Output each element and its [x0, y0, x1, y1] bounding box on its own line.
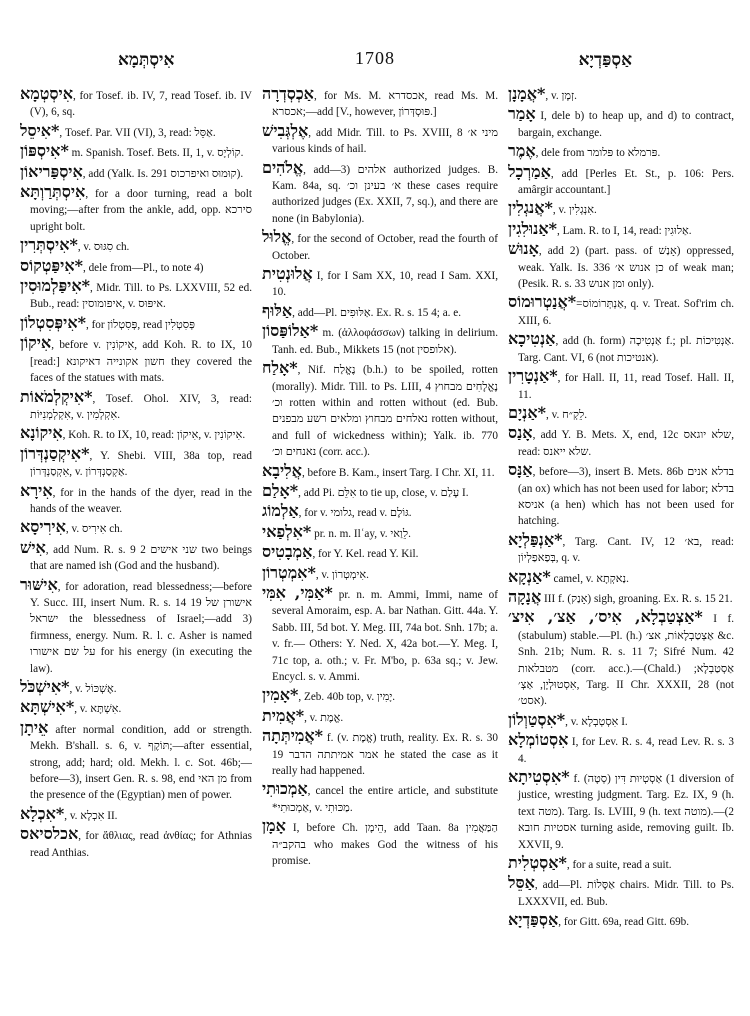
entry-headword: *אֲמִיתְּתָה — [262, 726, 324, 746]
entry-text: , v. אִסְטְבְלָא I. — [565, 715, 628, 728]
entry-headword: אָנוּשׁ — [508, 239, 539, 259]
entry-headword: *אִסְטִיתָא — [508, 767, 570, 787]
entry-text: , v. אֱמֶת. — [304, 711, 344, 724]
entry-headword: אֲנָקָה — [508, 586, 542, 606]
entry-headword: *אַצְטַבְלָא, אִיס׳, אַצ׳, אִיצ׳ — [508, 607, 703, 627]
entry-headword: אַנְטִיכָא — [508, 329, 556, 349]
entry-text: , before B. Kam., insert Targ. I Chr. XI, 11. — [301, 466, 495, 479]
entry-text: , for a suite, read a suit. — [566, 859, 672, 872]
entry-text: pr. n. m. Ilʿay, v. לֵוַאי. — [311, 527, 411, 540]
entry-headword: אֶלְגְּבִישׁ — [262, 120, 309, 140]
column-left — [20, 86, 252, 1006]
entry-text: , Zeb. 40b top, v. יָמִין. — [298, 691, 396, 704]
entry-text: , Tosef. Par. VII (VI), 3, read: אַסֵּל. — [59, 126, 216, 139]
entry-text: , add (h. form) אַנְטִיכָה f.; pl. אַנְטִיכוֹת. Targ. Cant. VI, 6 (not אנטיכות). — [518, 335, 734, 364]
entry-headword: *אִיקְסַנְדְּרוֹן — [20, 443, 90, 463]
dictionary-entry — [508, 200, 734, 218]
entry-headword: *אִיסְתְּרִין — [20, 235, 78, 255]
entry-text: , before v. אִיקוֹנִין, add Koh. R. to IX, 10 [read:] חשון אקונייה דאיקונא they covered the faces of the statues with mats. — [30, 339, 252, 385]
entry-text: pr. n. m. Ammi, Immi, name of several Amoraim, esp. A. bar Nathan. Gitt. 44a. Y. Sabb. III, 5d bot. Y. Meg. III, 74a bot. Snh. 17b; a. v. fr.— Others: Y. Ned. X, 42a bot.—Y. Meg. I, 71c top, a. oth.; v. Fr. M'bo, p. 63a sq.; v. Jew. Encycl. s. v. Ammi. — [272, 588, 498, 683]
dictionary-entry — [262, 229, 498, 264]
dictionary-entry — [262, 728, 498, 779]
dictionary-entry — [262, 521, 498, 542]
entry-headword: אַמַרְכָל — [508, 161, 551, 181]
entry-text: , add 2) (part. pass. of אָנַשׁ) oppressed, weak. Yalk. Is. 336 כן אנוש א׳ of weak man; (Pesik. R. s. 33 ומן אנוש only). — [518, 245, 734, 291]
entry-headword: אִיסְתְּרַוְתָּא — [20, 182, 86, 202]
dictionary-entry — [508, 106, 734, 141]
entry-text: , Y. Shebi. VIII, 38a top, read אִקְסַנְדְּרוֹן, v. אַקְסַנְדְּרוֹן. — [30, 449, 252, 479]
entry-headword: *אִיסְפּוֹן — [20, 141, 69, 161]
entry-headword: אִישׁ — [20, 537, 46, 557]
entry-headword: אַלְמוֹג — [262, 501, 299, 521]
entry-headword: *אַנְפַּלְיָא — [508, 529, 563, 549]
entry-text: , add—Pl. אַסָּלוֹת chairs. Midr. Till. to Ps. LXXXVII, ed. Bub. — [518, 879, 734, 908]
entry-headword: *אֲמָנָן — [508, 86, 546, 103]
entry-text: camel, v. נַאקְתָא. — [550, 572, 629, 585]
dictionary-entry — [262, 460, 498, 481]
entry-text: I f. (stabulum) stable.—Pl. (h.) אַצְטַבְלָאוֹת, אצ׳ &c. Snh. 21b; Num. R. s. 11 7; Sifré Num. 42 מטבלאות (corr. acc.).—(Chald.) אַסְטַבְלָא; אִסְטוּלְיָן, אַצְ׳, Targ. II Chr. XXXII, 28 (not אסט׳). — [518, 613, 734, 708]
dictionary-entry — [20, 143, 252, 161]
dictionary-entry — [508, 368, 734, 403]
dictionary-entry — [508, 855, 734, 873]
entry-text: , Lam. R. to I, 14, read: אַלוּגִין. — [556, 224, 692, 237]
entry-headword: *אֲמִית — [262, 705, 305, 725]
entry-headword: *אַנְטָרִין — [508, 366, 558, 386]
entry-headword: אַנָּס — [508, 460, 533, 480]
entry-text: I, before Ch. הֵימָן, add Taan. 8a הַמַּאֲמִין בהקב״ה who makes God the witness of his promise. — [272, 822, 498, 868]
entry-text: , v. אִכְלָא II. — [64, 809, 118, 822]
dictionary-entry — [508, 529, 734, 567]
dictionary-entry — [508, 86, 734, 104]
entry-text: , before—3), insert B. Mets. 86b בדלא אנים (an ox) which has not been used for labor; בדלא אניסא (a hen) which has not been used for hatching. — [518, 466, 734, 528]
column-right — [508, 86, 734, 1006]
dictionary-entry — [20, 443, 252, 481]
dictionary-entry — [508, 732, 734, 767]
dictionary-entry — [508, 609, 734, 709]
entry-text: , v. אִירִיס ch. — [65, 523, 123, 536]
entry-text: , Midr. Till. to Ps. LXXVIII, 52 ed. Bub., read: איפומוסין, v. איפּוּס. — [30, 282, 252, 311]
entry-headword: *אֲנגְלִין — [508, 198, 553, 218]
dictionary-entry — [262, 544, 498, 562]
entry-text: , add [Perles Et. St., p. 106: Pers. amârgir accountant.] — [518, 167, 734, 197]
entry-text: , for v. גלומי, read v. גּוֹלֶם. — [298, 507, 412, 520]
entry-headword: אַלּוּף — [262, 300, 293, 320]
dictionary-entry — [262, 266, 498, 301]
entry-text: I, dele b) to heap up, and d) to contract, bargain, exchange. — [518, 110, 734, 139]
entry-text: , for Y. Kel. read Y. Kil. — [312, 548, 419, 561]
entry-text: , v. אִנְגְלִין. — [552, 204, 597, 217]
entry-text: , add—3) אלהים authorized judges. B. Kam. 84a, sq. א׳ בעינן וכ׳ these cases require authorized judges (Ex. XXII, 7, sq.), and there are none (in Babylonia). — [272, 163, 498, 225]
dictionary-entry — [508, 709, 734, 730]
entry-headword: *אִמְטְרוֹן — [262, 562, 316, 582]
entry-headword: אִישּׁוּר — [20, 574, 58, 594]
entry-headword: אִיסְפַּריאוֹן — [20, 161, 83, 181]
entry-text: , v. זְמָן. — [545, 90, 577, 102]
entry-text: , v. אִימְטְרוֹן. — [315, 568, 369, 581]
dictionary-entry — [20, 717, 252, 804]
entry-headword: אִיסְטְמָא — [20, 86, 73, 103]
entry-headword: אֶמֶר — [508, 141, 536, 161]
entry-headword: אֵיתָן — [20, 717, 49, 737]
entry-text: , add Midr. Till. to Ps. XVIII, 8 מיני א׳ various kinds of hail. — [272, 126, 498, 156]
dictionary-entry — [508, 161, 734, 199]
entry-text: , for adoration, read blessedness;—before Y. Succ. III, insert Num. R. s. 14 19 אישורן של ישראל the blessedness of Israel;—add 3) firmness, energy. Num. R. l. c. Asher is named על שם אישורו for his energy (in executing the law). — [30, 580, 252, 675]
entry-text: , dele from—Pl., to note 4) — [82, 261, 204, 274]
dictionary-entry — [508, 912, 734, 930]
entry-headword: אֲלוּנְטִית — [262, 264, 313, 284]
entry-text: , add Y. B. Mets. X, end, 12c שלא יוגאס, read: שלא ייאנס. — [518, 429, 734, 458]
entry-text: m. Spanish. Tosef. Bets. II, 1, v. קוֹלְיָס. — [68, 147, 244, 160]
entry-headword: *אִלְפַאי — [262, 521, 312, 541]
entry-headword: אֱלוּל — [262, 227, 292, 247]
entry-text: , for in the hands of the dyer, read in the hands of the weaver. — [30, 486, 252, 515]
entry-headword: אַסְפַּדְיָא — [508, 910, 559, 930]
entry-text: I, for I Sam XX, 10, read I Sam. XXI, 10. — [272, 270, 498, 299]
entry-headword: אִיקוֹנָא — [20, 423, 63, 443]
entry-headword: *אִישְׁכֹּל — [20, 677, 70, 696]
dictionary-entry — [20, 86, 252, 121]
entry-headword: *אַמִּי, אִמִּי — [262, 582, 333, 602]
entry-headword: אִירָא — [20, 480, 53, 500]
dictionary-entry — [20, 425, 252, 443]
entry-headword: *אַנְיָם — [508, 402, 547, 422]
entry-text: , v. סִגּוּס ch. — [77, 241, 130, 254]
entry-text: , for Tosef. ib. IV, 7, read Tosef. ib. IV (V), 6, sq. — [30, 90, 252, 119]
dictionary-entry — [20, 519, 252, 537]
entry-text: =אַנְתְּרוֹמוֹס, q. v. Treat. Sof'rim ch. XIII, 6. — [518, 298, 734, 327]
entry-text: , Koh. R. to IX, 10, read: אִיקוֹן, v. אִיקוֹנִין. — [62, 429, 246, 442]
dictionary-entry — [508, 402, 734, 423]
entry-text: , for ἄθλιας, read ἀνθίας; for Athnias read Anthias. — [30, 830, 252, 859]
entry-headword: אִירִיסָא — [20, 517, 66, 537]
dictionary-entry — [262, 480, 498, 501]
entry-headword: *אִיקְלְמֹאוֹת — [20, 386, 93, 406]
entry-headword: *אָמִין — [262, 685, 299, 705]
entry-text: , Nif. נֶאֱלַח (b.h.) to be spoiled, rotten (morally). Midr. Till. to Ps. LIII, 4 נֶאֱלָחִים מבחוץ וכ׳ rotten within and rotten without (ed. Bub. נאלחים מבחוץ ומלאים רשע מבפנים rotten without, and full of wickedness within); Yalk. ib. 770 נאנחים וכ׳ (corr. acc.). — [272, 364, 498, 459]
entry-text: , dele from פּלומר to פּרמלא. — [535, 147, 661, 160]
entry-text: , Tosef. Ohol. XIV, 3, read: אִקְלְמְנִיּוֹת, v. אִקְלְמִין. — [30, 392, 252, 421]
entry-text: , for פְּסִטְלוֹן, read פְּסִטְלִין — [85, 318, 196, 331]
entry-text: , for the second of October, read the fourth of October. — [272, 233, 498, 262]
dictionary-entry — [508, 586, 734, 607]
entry-headword: *אִיפַּלְמוּסִין — [20, 276, 90, 296]
entry-text: , v. לֵקְ״ח. — [546, 408, 587, 421]
entry-text: III f. (אָנַק) sigh, groaning. Ex. R. s. 15 21. — [541, 592, 733, 605]
running-head-right: אַסְפַּדְיָא — [578, 50, 632, 69]
entry-text: , v. אִשְׁתָּא. — [74, 703, 122, 716]
entry-headword: אַסֵּל — [508, 873, 535, 893]
entry-headword: *אִכְלָא — [20, 803, 65, 823]
entry-headword: *אִסְטַוְלוֹן — [508, 709, 566, 729]
entry-headword: *אָלַח — [262, 358, 298, 378]
dictionary-entry — [20, 537, 252, 575]
entry-text: f. (v. אֱמֶת) truth, reality. Ex. R. s. 30 19 אמר אמיתתה הדבר he stated the case as it really had happened. — [272, 732, 498, 778]
entry-headword: *אִיפַּטְקוֹס — [20, 255, 83, 275]
entry-text: m. (ἀλλοφάσσων) talking in delirium. Tanh. ed. Bub., Mikkets 15 (not אלופסין). — [272, 327, 498, 356]
entry-text: f. (סְטָה) 1) אַסְטְיוּת דִּין diversion of justice, wresting judgment. Targ. Ez. IX, 9 (h. text מטה). Targ. Is. LVIII, 9 (h. text מוטה).—2) אסטיות חובא turning aside, removing guilt. Ib. XXVII, 9. — [518, 773, 734, 851]
entry-text: , for a door turning, read a bolt moving;—after from the ankle, add, opp. סירכא upright bolt. — [30, 188, 252, 233]
entry-headword: *אַנְקָא — [508, 566, 551, 586]
entry-headword: אַמְבָטִיס — [262, 542, 313, 562]
entry-headword: אֱלֹהִים — [262, 157, 304, 177]
dictionary-entry — [20, 278, 252, 313]
entry-text: , for Ms. M. אכסדרא, read Ms. M. אכסרא;—add [V., however, פּוּסְדְּרוֹן.] — [272, 90, 498, 119]
entry-headword: *אֲנַטְרוּמוֹס — [508, 292, 577, 312]
dictionary-entry — [20, 237, 252, 255]
entry-headword: אַמְכוּתִי — [262, 779, 308, 799]
dictionary-entry — [20, 826, 252, 861]
dictionary-entry — [262, 360, 498, 460]
entry-headword: אִסְטוֹמְלָא — [508, 730, 569, 750]
dictionary-entry — [20, 679, 252, 697]
column-middle — [262, 86, 498, 1006]
dictionary-entry — [20, 386, 252, 424]
entry-text: , for Gitt. 69a, read Gitt. 69b. — [558, 916, 690, 929]
dictionary-entry — [262, 323, 498, 358]
dictionary-entry — [508, 462, 734, 530]
dictionary-entry — [262, 300, 498, 321]
entry-headword: *אִיפְּסִטְלוֹן — [20, 312, 86, 332]
dictionary-entry — [20, 120, 252, 141]
entry-headword: אָמַר — [508, 104, 536, 124]
entry-text: , v. אֶשְׁכּוֹל. — [69, 683, 117, 695]
entry-text: after normal condition, add or strength. Mekh. B'shall. s. 6, v. תּוֹקֶף;—after essential, strong, add; hard; old. Mekh. l. c. Sot. 46b;—before—3), insert Gen. R. s. 98, end מן האי from the presence of the (Egyptian) men of power. — [30, 723, 252, 802]
entry-text: , add Num. R. s. 9 2 שני אישים two beings that are named ish (God and the husband). — [30, 543, 252, 573]
dictionary-entry — [508, 294, 734, 329]
dictionary-entry — [508, 875, 734, 910]
dictionary-entry — [508, 425, 734, 460]
entry-headword: *אָלַם — [262, 480, 299, 500]
dictionary-entry — [20, 161, 252, 182]
dictionary-entry — [20, 699, 252, 717]
dictionary-entry — [508, 331, 734, 366]
dictionary-entry — [20, 480, 252, 518]
entry-headword: *אַנוּלִגִין — [508, 218, 557, 238]
entry-headword: *אַלוֹפַּסוֹן — [262, 321, 319, 341]
entry-headword: אָנַס — [508, 423, 533, 443]
dictionary-entry — [262, 86, 498, 121]
entry-headword: *אַסְטְלִית — [508, 853, 567, 873]
dictionary-entry — [262, 503, 498, 521]
running-head-left: אִיסְתְּמָא — [118, 50, 175, 69]
dictionary-entry — [262, 781, 498, 816]
entry-headword: *אִיסֵל — [20, 120, 60, 140]
entry-text: , add—Pl. אַלּוּפִים. Ex. R. s. 15 4; a. e. — [292, 306, 462, 319]
dictionary-entry — [262, 157, 498, 228]
entry-headword: אִיקוֹן — [20, 333, 52, 353]
entry-text: , add (Yalk. Is. 291 קוּמוּס ואיפרכוס). — [82, 167, 244, 180]
entry-headword: *אִישְׁתָּא — [20, 697, 75, 717]
entry-headword: אֲלִיבָא — [262, 460, 302, 480]
dictionary-entry — [262, 562, 498, 583]
dictionary-entry — [262, 705, 498, 726]
dictionary-entry — [20, 312, 252, 333]
dictionary-entry — [262, 687, 498, 705]
dictionary-entry — [508, 218, 734, 239]
dictionary-entry — [262, 818, 498, 869]
entry-text: , cancel the entire article, and substitute *אַמְכוּתִי, v. מַכּוּתִי. — [272, 785, 498, 814]
entry-text: , add Pi. אִלֵּם to tie up, close, v. עָלַם I. — [298, 486, 469, 499]
page-number: 1708 — [355, 48, 395, 68]
entry-headword: אָמָן — [262, 816, 286, 836]
entry-headword: אכלסיאס — [20, 824, 79, 844]
dictionary-entry — [20, 184, 252, 235]
entry-text: I, for Lev. R. s. 4, read Lev. R. s. 3 4. — [518, 736, 734, 765]
entry-text: , Targ. Cant. IV, 12 בא׳, read: בְּפַאפַלְיוֹן, q. v. — [518, 535, 734, 565]
dictionary-entry — [20, 803, 252, 824]
dictionary-entry — [20, 255, 252, 276]
dictionary-entry — [508, 241, 734, 292]
dictionary-entry — [20, 335, 252, 386]
entry-headword: אַכְסְדְרָה — [262, 86, 314, 103]
dictionary-entry — [508, 143, 734, 161]
dictionary-entry — [508, 566, 734, 587]
dictionary-entry — [262, 582, 498, 685]
entry-text: , for Hall. II, 11, read Tosef. Hall. II, 11. — [518, 372, 734, 401]
dictionary-entry — [508, 769, 734, 853]
dictionary-entry — [262, 120, 498, 158]
page-header — [0, 46, 750, 72]
dictionary-entry — [20, 574, 252, 677]
